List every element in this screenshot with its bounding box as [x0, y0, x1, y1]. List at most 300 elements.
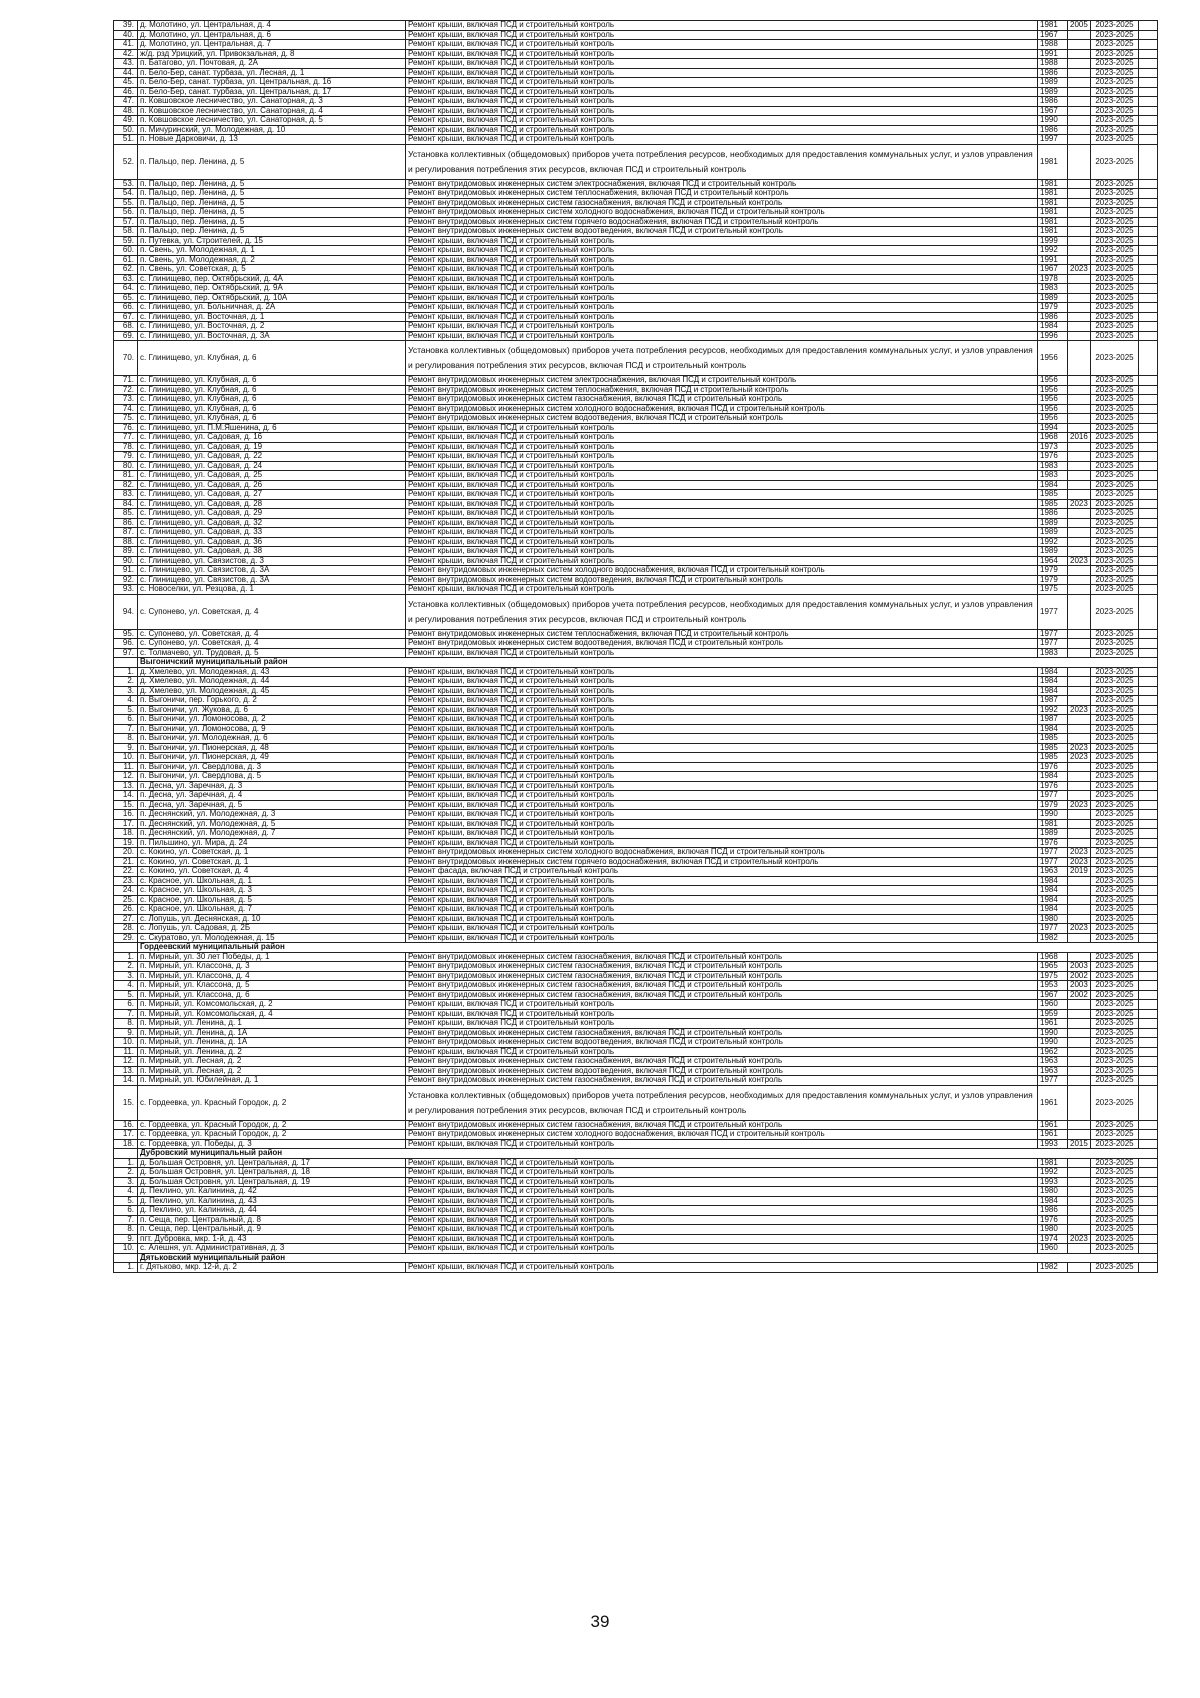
address-cell: с. Глинищево, ул. Клубная, д. 6 — [138, 404, 406, 414]
table-row — [114, 385, 1158, 395]
year-last-repair-cell — [1068, 395, 1091, 405]
empty-cell — [1139, 106, 1158, 116]
year-built-cell: 1984 — [1038, 876, 1068, 886]
year-built-cell: 1991 — [1038, 49, 1068, 59]
work-type-cell: Ремонт крыши, включая ПСД и строительный контроль — [406, 1234, 1038, 1244]
year-built-cell: 1984 — [1038, 686, 1068, 696]
year-last-repair-cell — [1068, 376, 1091, 386]
period-cell: 2023-2025 — [1091, 886, 1139, 896]
year-built-cell: 1982 — [1038, 1263, 1068, 1273]
table-row — [114, 471, 1158, 481]
year-built-cell: 1967 — [1038, 106, 1068, 116]
period-cell: 2023-2025 — [1091, 135, 1139, 145]
year-built-cell: 1990 — [1038, 1028, 1068, 1038]
work-type-cell: Ремонт внутридомовых инженерных систем газоснабжения, включая ПСД и строительный контроль — [406, 1120, 1038, 1130]
work-type-cell: Ремонт крыши, включая ПСД и строительный контроль — [406, 667, 1038, 677]
table-row — [114, 97, 1158, 107]
year-last-repair-cell — [1068, 829, 1091, 839]
year-built-cell: 1963 — [1038, 1066, 1068, 1076]
year-built-cell: 1981 — [1038, 208, 1068, 218]
work-type-cell: Ремонт крыши, включая ПСД и строительный контроль — [406, 30, 1038, 40]
table-row — [114, 87, 1158, 97]
address-cell: с. Лопушь, ул. Садовая, д. 2Б — [138, 924, 406, 934]
year-last-repair-cell — [1068, 677, 1091, 687]
address-cell: с. Гордеевка, ул. Красный Городок, д. 2 — [138, 1130, 406, 1140]
year-last-repair-cell — [1068, 1047, 1091, 1057]
year-last-repair-cell: 2023 — [1068, 499, 1091, 509]
address-cell: п. Пальцо, пер. Ленина, д. 5 — [138, 179, 406, 189]
row-number-cell: 85. — [114, 509, 138, 519]
work-type-cell: Ремонт внутридомовых инженерных систем газоснабжения, включая ПСД и строительный контроль — [406, 1076, 1038, 1086]
year-last-repair-cell: 2023 — [1068, 1234, 1091, 1244]
empty-cell — [1139, 734, 1158, 744]
year-built-cell: 1975 — [1038, 585, 1068, 595]
year-last-repair-cell — [1068, 781, 1091, 791]
year-built-cell: 1981 — [1038, 227, 1068, 237]
address-cell: п. Сеща, пер. Центральный, д. 9 — [138, 1225, 406, 1235]
year-built-cell: 1992 — [1038, 246, 1068, 256]
row-number-cell: 60. — [114, 246, 138, 256]
section-header-row — [114, 1149, 1158, 1159]
year-last-repair-cell — [1068, 189, 1091, 199]
year-last-repair-cell — [1068, 68, 1091, 78]
empty-cell — [1139, 78, 1158, 88]
table-row — [114, 810, 1158, 820]
work-type-cell: Ремонт крыши, включая ПСД и строительный контроль — [406, 838, 1038, 848]
year-last-repair-cell — [1068, 933, 1091, 943]
year-last-repair-cell — [1068, 724, 1091, 734]
row-number-cell: 18. — [114, 1139, 138, 1149]
year-built-cell: 1984 — [1038, 724, 1068, 734]
work-type-cell: Ремонт крыши, включая ПСД и строительный контроль — [406, 762, 1038, 772]
row-number-cell: 63. — [114, 274, 138, 284]
empty-cell — [1139, 423, 1158, 433]
year-last-repair-cell — [1068, 274, 1091, 284]
empty-cell — [1139, 1215, 1158, 1225]
year-last-repair-cell: 2002 — [1068, 990, 1091, 1000]
year-built-cell: 1977 — [1038, 857, 1068, 867]
work-type-cell: Ремонт крыши, включая ПСД и строительный контроль — [406, 236, 1038, 246]
table-row — [114, 981, 1158, 991]
work-type-cell: Ремонт крыши, включая ПСД и строительный контроль — [406, 255, 1038, 265]
year-last-repair-cell — [1068, 715, 1091, 725]
empty-cell — [1139, 208, 1158, 218]
row-number-cell: 29. — [114, 933, 138, 943]
section-title: Дубровский муниципальный район — [138, 1149, 1158, 1159]
row-number-cell: 1. — [114, 952, 138, 962]
year-built-cell: 1993 — [1038, 1177, 1068, 1187]
empty-cell — [1139, 331, 1158, 341]
address-cell: с. Глинищево, ул. Садовая, д. 28 — [138, 499, 406, 509]
address-cell: с. Глинищево, ул. Садовая, д. 29 — [138, 509, 406, 519]
year-built-cell: 1975 — [1038, 971, 1068, 981]
year-last-repair-cell: 2019 — [1068, 867, 1091, 877]
empty-cell — [1139, 962, 1158, 972]
table-row — [114, 1177, 1158, 1187]
year-last-repair-cell — [1068, 810, 1091, 820]
table-row — [114, 575, 1158, 585]
period-cell: 2023-2025 — [1091, 274, 1139, 284]
work-type-cell: Ремонт крыши, включая ПСД и строительный контроль — [406, 433, 1038, 443]
row-number-cell: 80. — [114, 461, 138, 471]
year-built-cell: 1980 — [1038, 1187, 1068, 1197]
empty-cell — [1139, 715, 1158, 725]
row-number-cell: 16. — [114, 810, 138, 820]
work-type-cell: Ремонт крыши, включая ПСД и строительный контроль — [406, 265, 1038, 275]
work-type-cell: Ремонт крыши, включая ПСД и строительный контроль — [406, 284, 1038, 294]
work-type-cell: Ремонт крыши, включая ПСД и строительный контроль — [406, 585, 1038, 595]
year-built-cell: 1985 — [1038, 753, 1068, 763]
address-cell: с. Глинищево, ул. Садовая, д. 26 — [138, 480, 406, 490]
period-cell: 2023-2025 — [1091, 1000, 1139, 1010]
year-last-repair-cell: 2015 — [1068, 1139, 1091, 1149]
address-cell: п. Мирный, ул. 30 лет Победы, д. 1 — [138, 952, 406, 962]
empty-cell — [1139, 198, 1158, 208]
work-type-cell: Ремонт крыши, включая ПСД и строительный контроль — [406, 1168, 1038, 1178]
year-last-repair-cell — [1068, 452, 1091, 462]
year-built-cell: 1979 — [1038, 575, 1068, 585]
period-cell: 2023-2025 — [1091, 566, 1139, 576]
row-number-cell: 77. — [114, 433, 138, 443]
table-row — [114, 962, 1158, 972]
table-row — [114, 566, 1158, 576]
year-last-repair-cell: 2023 — [1068, 857, 1091, 867]
row-number-cell: 21. — [114, 857, 138, 867]
period-cell: 2023-2025 — [1091, 734, 1139, 744]
row-number-cell: 39. — [114, 21, 138, 31]
address-cell: ж/д. рзд Урицкий, ул. Привокзальная, д. 8 — [138, 49, 406, 59]
row-number-cell: 23. — [114, 876, 138, 886]
address-cell: п. Пальцо, пер. Ленина, д. 5 — [138, 189, 406, 199]
period-cell: 2023-2025 — [1091, 1244, 1139, 1254]
table-row — [114, 1263, 1158, 1273]
table-row — [114, 21, 1158, 31]
empty-cell — [1139, 981, 1158, 991]
row-number-cell: 27. — [114, 914, 138, 924]
year-last-repair-cell — [1068, 246, 1091, 256]
empty-cell — [1139, 857, 1158, 867]
work-type-cell: Ремонт крыши, включая ПСД и строительный контроль — [406, 461, 1038, 471]
period-cell: 2023-2025 — [1091, 1038, 1139, 1048]
address-cell: п. Сеща, пер. Центральный, д. 8 — [138, 1215, 406, 1225]
row-number-cell: 76. — [114, 423, 138, 433]
work-type-cell: Ремонт внутридомовых инженерных систем теплоснабжения, включая ПСД и строительный контроль — [406, 189, 1038, 199]
address-cell: п. Десна, ул. Заречная, д. 4 — [138, 791, 406, 801]
year-built-cell: 1987 — [1038, 715, 1068, 725]
year-built-cell: 1996 — [1038, 331, 1068, 341]
row-number-cell: 49. — [114, 116, 138, 126]
table-row — [114, 40, 1158, 50]
year-built-cell: 1983 — [1038, 471, 1068, 481]
year-built-cell: 1984 — [1038, 322, 1068, 332]
year-last-repair-cell — [1068, 537, 1091, 547]
year-built-cell: 1977 — [1038, 1076, 1068, 1086]
table-row — [114, 829, 1158, 839]
empty-cell — [1139, 829, 1158, 839]
table-row — [114, 255, 1158, 265]
empty-cell — [1139, 395, 1158, 405]
year-last-repair-cell — [1068, 791, 1091, 801]
period-cell: 2023-2025 — [1091, 217, 1139, 227]
year-built-cell: 1986 — [1038, 97, 1068, 107]
work-type-cell: Ремонт внутридомовых инженерных систем холодного водоснабжения, включая ПСД и строительный контроль — [406, 208, 1038, 218]
table-row — [114, 1028, 1158, 1038]
period-cell: 2023-2025 — [1091, 68, 1139, 78]
period-cell: 2023-2025 — [1091, 791, 1139, 801]
empty-cell — [1139, 49, 1158, 59]
address-cell: с. Глинищево, ул. Больничная, д. 2А — [138, 303, 406, 313]
row-number-cell: 5. — [114, 990, 138, 1000]
section-title: Выгоничский муниципальный район — [138, 658, 1158, 668]
empty-cell — [1139, 686, 1158, 696]
period-cell: 2023-2025 — [1091, 924, 1139, 934]
empty-cell — [1139, 442, 1158, 452]
empty-cell — [1139, 585, 1158, 595]
work-type-cell: Ремонт крыши, включая ПСД и строительный контроль — [406, 905, 1038, 915]
empty-cell — [1139, 1076, 1158, 1086]
empty-cell — [1139, 499, 1158, 509]
year-built-cell: 1982 — [1038, 933, 1068, 943]
address-cell: с. Толмачево, ул. Трудовая, д. 5 — [138, 648, 406, 658]
year-last-repair-cell — [1068, 97, 1091, 107]
year-built-cell: 1976 — [1038, 762, 1068, 772]
row-number-cell: 84. — [114, 499, 138, 509]
row-number-cell: 66. — [114, 303, 138, 313]
address-cell: с. Глинищево, ул. Садовая, д. 25 — [138, 471, 406, 481]
empty-cell — [1139, 667, 1158, 677]
table-row — [114, 857, 1158, 867]
work-type-cell: Ремонт внутридомовых инженерных систем газоснабжения, включая ПСД и строительный контроль — [406, 990, 1038, 1000]
row-number-cell: 70. — [114, 341, 138, 376]
work-type-cell: Ремонт крыши, включая ПСД и строительный контроль — [406, 135, 1038, 145]
table-row — [114, 753, 1158, 763]
year-last-repair-cell — [1068, 255, 1091, 265]
section-spacer-cell — [114, 943, 138, 953]
address-cell: п. Выгоничи, пер. Горького, д. 2 — [138, 696, 406, 706]
work-type-cell: Ремонт крыши, включая ПСД и строительный контроль — [406, 274, 1038, 284]
empty-cell — [1139, 1187, 1158, 1197]
address-cell: пгт. Дубровка, мкр. 1-й, д. 43 — [138, 1234, 406, 1244]
empty-cell — [1139, 461, 1158, 471]
period-cell: 2023-2025 — [1091, 1076, 1139, 1086]
row-number-cell: 82. — [114, 480, 138, 490]
year-last-repair-cell — [1068, 518, 1091, 528]
work-type-cell: Ремонт крыши, включая ПСД и строительный контроль — [406, 1225, 1038, 1235]
row-number-cell: 19. — [114, 838, 138, 848]
table-row — [114, 547, 1158, 557]
period-cell: 2023-2025 — [1091, 857, 1139, 867]
table-row — [114, 537, 1158, 547]
row-number-cell: 28. — [114, 924, 138, 934]
row-number-cell: 90. — [114, 556, 138, 566]
empty-cell — [1139, 724, 1158, 734]
table-row — [114, 705, 1158, 715]
row-number-cell: 1. — [114, 667, 138, 677]
period-cell: 2023-2025 — [1091, 876, 1139, 886]
year-built-cell: 1981 — [1038, 21, 1068, 31]
table-row — [114, 838, 1158, 848]
year-built-cell: 1976 — [1038, 452, 1068, 462]
address-cell: с. Глинищево, ул. Садовая, д. 36 — [138, 537, 406, 547]
work-type-cell: Ремонт крыши, включая ПСД и строительный контроль — [406, 781, 1038, 791]
year-last-repair-cell — [1068, 886, 1091, 896]
work-type-cell: Ремонт крыши, включая ПСД и строительный контроль — [406, 724, 1038, 734]
address-cell: п. Выгоничи, ул. Свердлова, д. 3 — [138, 762, 406, 772]
empty-cell — [1139, 376, 1158, 386]
row-number-cell: 54. — [114, 189, 138, 199]
period-cell: 2023-2025 — [1091, 40, 1139, 50]
year-built-cell: 1987 — [1038, 696, 1068, 706]
table-row — [114, 433, 1158, 443]
year-last-repair-cell — [1068, 585, 1091, 595]
work-type-cell: Ремонт крыши, включая ПСД и строительный контроль — [406, 677, 1038, 687]
empty-cell — [1139, 800, 1158, 810]
address-cell: д. Молотино, ул. Центральная, д. 7 — [138, 40, 406, 50]
address-cell: с. Лопушь, ул. Деснянская, д. 10 — [138, 914, 406, 924]
address-cell: п. Пальцо, пер. Ленина, д. 5 — [138, 198, 406, 208]
table-row — [114, 905, 1158, 915]
work-type-cell: Ремонт крыши, включая ПСД и строительный контроль — [406, 246, 1038, 256]
work-type-cell: Ремонт крыши, включая ПСД и строительный контроль — [406, 829, 1038, 839]
work-type-cell: Ремонт крыши, включая ПСД и строительный контроль — [406, 125, 1038, 135]
row-number-cell: 7. — [114, 724, 138, 734]
year-last-repair-cell: 2016 — [1068, 433, 1091, 443]
year-last-repair-cell — [1068, 284, 1091, 294]
period-cell: 2023-2025 — [1091, 1225, 1139, 1235]
address-cell: п. Мирный, ул. Ленина, д. 2 — [138, 1047, 406, 1057]
year-built-cell: 1980 — [1038, 1225, 1068, 1235]
period-cell: 2023-2025 — [1091, 116, 1139, 126]
row-number-cell: 87. — [114, 528, 138, 538]
period-cell: 2023-2025 — [1091, 810, 1139, 820]
work-type-cell: Ремонт крыши, включая ПСД и строительный контроль — [406, 49, 1038, 59]
year-last-repair-cell — [1068, 1028, 1091, 1038]
year-last-repair-cell — [1068, 331, 1091, 341]
address-cell: с. Глинищево, ул. Садовая, д. 33 — [138, 528, 406, 538]
empty-cell — [1139, 867, 1158, 877]
address-cell: п. Мирный, ул. Лесная, д. 2 — [138, 1057, 406, 1067]
address-cell: п. Бело-Бер, санат. турбаза, ул. Лесная, д. 1 — [138, 68, 406, 78]
period-cell: 2023-2025 — [1091, 696, 1139, 706]
address-cell: п. Мичуринский, ул. Молодежная, д. 10 — [138, 125, 406, 135]
year-built-cell: 1960 — [1038, 1244, 1068, 1254]
address-cell: с. Глинищево, ул. Садовая, д. 32 — [138, 518, 406, 528]
table-row — [114, 639, 1158, 649]
period-cell: 2023-2025 — [1091, 556, 1139, 566]
address-cell: п. Выгоничи, ул. Свердлова, д. 5 — [138, 772, 406, 782]
row-number-cell: 62. — [114, 265, 138, 275]
year-last-repair-cell: 2023 — [1068, 924, 1091, 934]
row-number-cell: 9. — [114, 743, 138, 753]
year-built-cell: 1956 — [1038, 404, 1068, 414]
empty-cell — [1139, 791, 1158, 801]
period-cell: 2023-2025 — [1091, 1047, 1139, 1057]
empty-cell — [1139, 810, 1158, 820]
table-row — [114, 246, 1158, 256]
work-type-cell: Ремонт крыши, включая ПСД и строительный контроль — [406, 556, 1038, 566]
empty-cell — [1139, 274, 1158, 284]
empty-cell — [1139, 1120, 1158, 1130]
empty-cell — [1139, 189, 1158, 199]
year-last-repair-cell — [1068, 762, 1091, 772]
section-title: Дятьковский муниципальный район — [138, 1253, 1158, 1263]
table-row — [114, 480, 1158, 490]
period-cell: 2023-2025 — [1091, 1187, 1139, 1197]
period-cell: 2023-2025 — [1091, 528, 1139, 538]
row-number-cell: 51. — [114, 135, 138, 145]
work-type-cell: Ремонт крыши, включая ПСД и строительный контроль — [406, 734, 1038, 744]
year-last-repair-cell — [1068, 509, 1091, 519]
address-cell: п. Мирный, ул. Комсомольская, д. 2 — [138, 1000, 406, 1010]
year-built-cell: 1963 — [1038, 867, 1068, 877]
table-row — [114, 303, 1158, 313]
year-last-repair-cell: 2005 — [1068, 21, 1091, 31]
period-cell: 2023-2025 — [1091, 1177, 1139, 1187]
work-type-cell: Ремонт крыши, включая ПСД и строительный контроль — [406, 312, 1038, 322]
table-row — [114, 762, 1158, 772]
address-cell: д. Большая Островня, ул. Центральная, д. 19 — [138, 1177, 406, 1187]
row-number-cell: 41. — [114, 40, 138, 50]
period-cell: 2023-2025 — [1091, 341, 1139, 376]
year-last-repair-cell — [1068, 341, 1091, 376]
year-last-repair-cell — [1068, 1225, 1091, 1235]
period-cell: 2023-2025 — [1091, 547, 1139, 557]
row-number-cell: 45. — [114, 78, 138, 88]
period-cell: 2023-2025 — [1091, 265, 1139, 275]
work-type-cell: Ремонт крыши, включая ПСД и строительный контроль — [406, 59, 1038, 69]
period-cell: 2023-2025 — [1091, 867, 1139, 877]
address-cell: с. Гордеевка, ул. Красный Городок, д. 2 — [138, 1120, 406, 1130]
period-cell: 2023-2025 — [1091, 971, 1139, 981]
work-type-cell: Ремонт крыши, включая ПСД и строительный контроль — [406, 1019, 1038, 1029]
row-number-cell: 22. — [114, 867, 138, 877]
period-cell: 2023-2025 — [1091, 1019, 1139, 1029]
address-cell: с. Глинищево, ул. Клубная, д. 6 — [138, 385, 406, 395]
period-cell: 2023-2025 — [1091, 952, 1139, 962]
table-row — [114, 924, 1158, 934]
work-type-cell: Ремонт крыши, включая ПСД и строительный контроль — [406, 1244, 1038, 1254]
year-built-cell: 1977 — [1038, 791, 1068, 801]
period-cell: 2023-2025 — [1091, 848, 1139, 858]
year-built-cell: 1989 — [1038, 829, 1068, 839]
year-built-cell: 1984 — [1038, 480, 1068, 490]
year-last-repair-cell — [1068, 1066, 1091, 1076]
year-last-repair-cell — [1068, 106, 1091, 116]
table-row — [114, 442, 1158, 452]
year-built-cell: 1989 — [1038, 87, 1068, 97]
work-type-cell: Ремонт внутридомовых инженерных систем холодного водоснабжения, включая ПСД и строительный контроль — [406, 1130, 1038, 1140]
year-last-repair-cell — [1068, 629, 1091, 639]
year-last-repair-cell — [1068, 1206, 1091, 1216]
work-type-cell: Ремонт крыши, включая ПСД и строительный контроль — [406, 40, 1038, 50]
work-type-cell: Ремонт крыши, включая ПСД и строительный контроль — [406, 1158, 1038, 1168]
year-built-cell: 1977 — [1038, 594, 1068, 629]
year-last-repair-cell — [1068, 566, 1091, 576]
table-row — [114, 772, 1158, 782]
year-last-repair-cell — [1068, 952, 1091, 962]
row-number-cell: 12. — [114, 1057, 138, 1067]
address-cell: п. Мирный, ул. Классона, д. 6 — [138, 990, 406, 1000]
year-built-cell: 1981 — [1038, 1158, 1068, 1168]
address-cell: с. Глинищево, ул. Связистов, д. 3А — [138, 566, 406, 576]
year-last-repair-cell — [1068, 490, 1091, 500]
year-built-cell: 1979 — [1038, 303, 1068, 313]
work-type-cell: Ремонт крыши, включая ПСД и строительный контроль — [406, 1206, 1038, 1216]
period-cell: 2023-2025 — [1091, 144, 1139, 179]
work-type-cell: Ремонт крыши, включая ПСД и строительный контроль — [406, 1009, 1038, 1019]
empty-cell — [1139, 677, 1158, 687]
empty-cell — [1139, 322, 1158, 332]
